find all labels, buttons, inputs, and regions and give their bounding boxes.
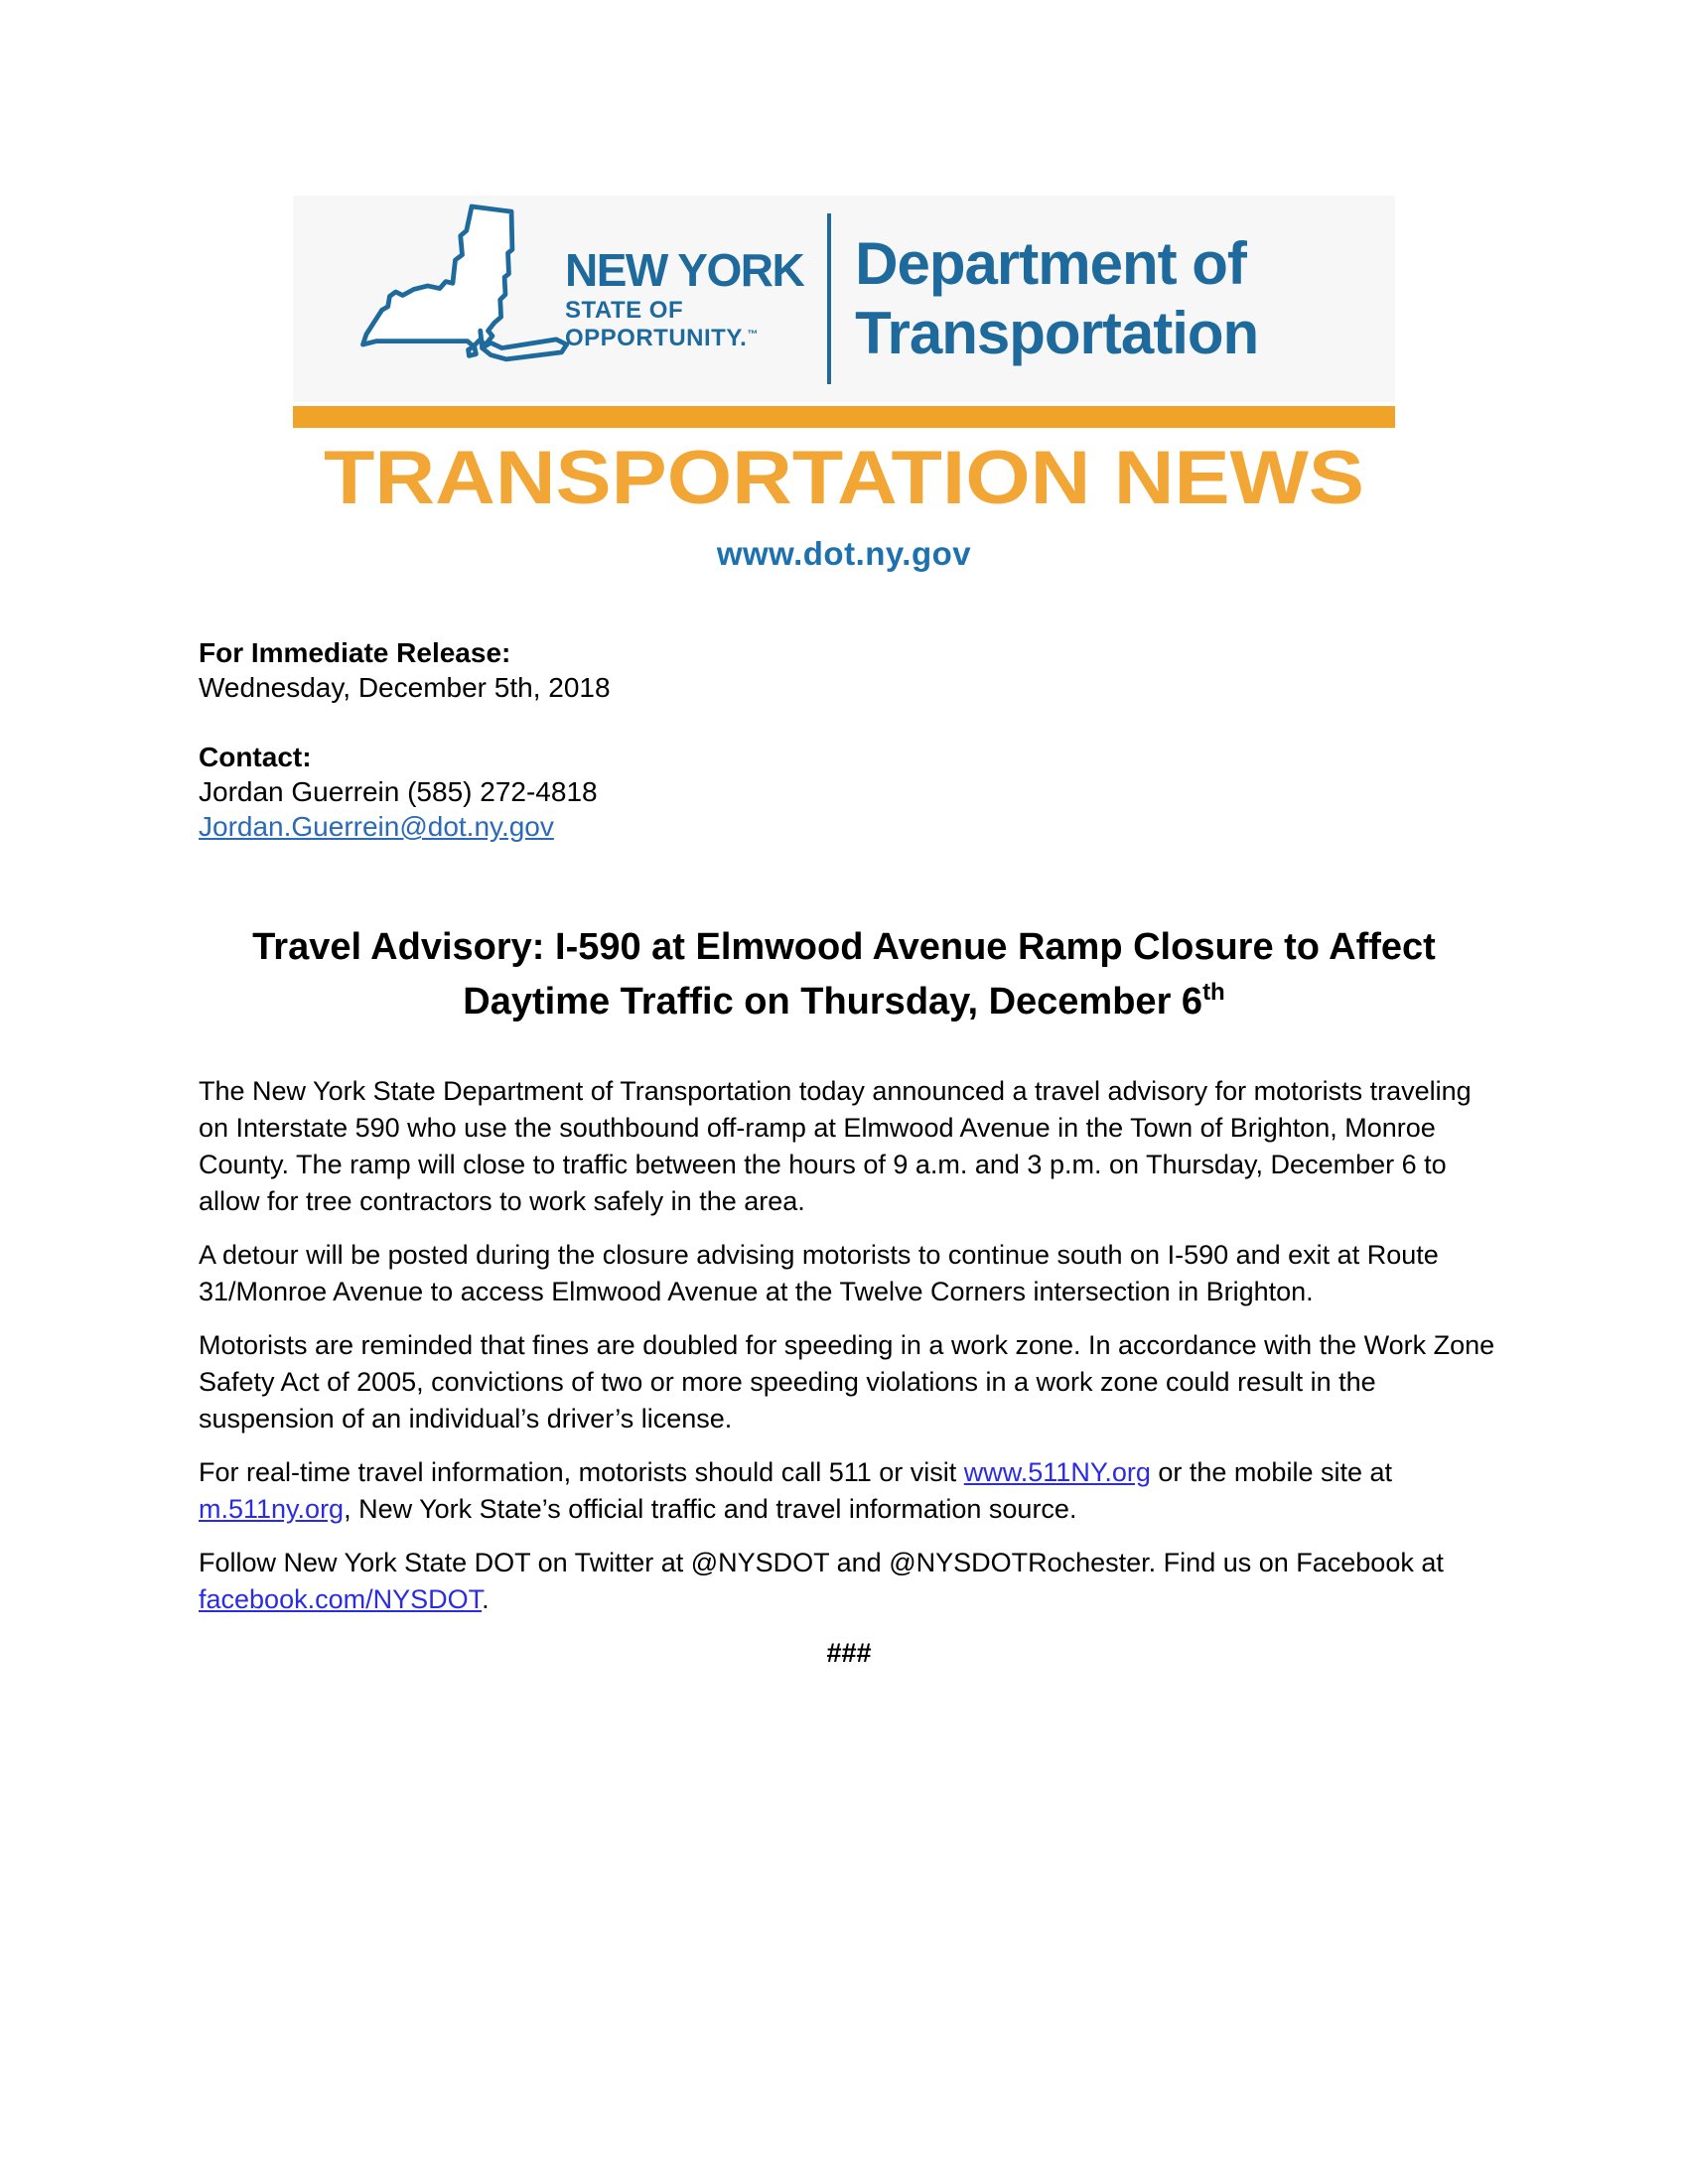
article-title-superscript: th bbox=[1202, 979, 1225, 1006]
paragraph-4-mid: or the mobile site at bbox=[1150, 1457, 1392, 1487]
release-meta bbox=[199, 635, 611, 844]
paragraph-4-post: , New York State’s official traffic and travel information source. bbox=[344, 1494, 1077, 1524]
paragraph-1: The New York State Department of Transportation today announced a travel advisory for motorists traveling on Interstate 590 who use the southbound off-ramp at Elmwood Avenue in the Town of Brighton, Monroe County. The ramp will close to traffic between the hours of 9 a.m. and 3 p.m. on Thursday, December 6 to allow for tree contractors to work safely in the area. bbox=[199, 1076, 1472, 1216]
trademark-symbol: ™ bbox=[747, 329, 759, 341]
wordmark-state-of: STATE OF bbox=[565, 297, 684, 324]
transportation-news-banner bbox=[293, 436, 1395, 519]
article-body bbox=[199, 1073, 1499, 1689]
release-label: For Immediate Release: bbox=[199, 637, 511, 668]
paragraph-5 bbox=[199, 1545, 1499, 1618]
banner-title-text: TRANSPORTATION NEWS bbox=[324, 436, 1364, 519]
paragraph-3: Motorists are reminded that fines are doubled for speeding in a work zone. In accordance with the Work Zone Safety Act of 2005, convictions of two or more speeding violations in a work zone could result in the suspension of an individual’s driver’s license. bbox=[199, 1330, 1495, 1433]
agency-name bbox=[855, 229, 1258, 368]
end-mark: ### bbox=[826, 1638, 872, 1668]
511ny-link[interactable]: www.511NY.org bbox=[963, 1457, 1151, 1487]
article-title-line2: Daytime Traffic on Thursday, December 6 bbox=[463, 981, 1203, 1023]
state-wordmark bbox=[565, 244, 804, 351]
mobile-511ny-link[interactable]: m.511ny.org bbox=[199, 1494, 345, 1524]
ny-state-outline-icon bbox=[335, 200, 583, 398]
paragraph-5-pre: Follow New York State DOT on Twitter at @NYSDOT and @NYSDOTRochester. Find us on Facebook at bbox=[199, 1548, 1444, 1577]
paragraph-4 bbox=[199, 1454, 1499, 1528]
nys-dot-logo bbox=[293, 196, 1395, 402]
contact-email-link[interactable]: Jordan.Guerrein@dot.ny.gov bbox=[199, 811, 554, 842]
masthead-rule-bar bbox=[293, 406, 1395, 428]
agency-line1: Department of bbox=[855, 230, 1246, 297]
release-date: Wednesday, December 5th, 2018 bbox=[199, 672, 611, 703]
wordmark-opportunity-text: OPPORTUNITY. bbox=[565, 325, 748, 351]
wordmark-opportunity bbox=[565, 327, 803, 350]
facebook-link[interactable]: facebook.com/NYSDOT bbox=[199, 1584, 483, 1614]
dot-website-url: www.dot.ny.gov bbox=[716, 535, 972, 572]
article-title bbox=[194, 925, 1494, 1024]
logo-divider bbox=[827, 213, 831, 384]
paragraph-2: A detour will be posted during the closure advising motorists to continue south on I-590 and exit at Route 31/Monroe Avenue to access Elmwood Avenue at the Twelve Corners intersection in Brighton. bbox=[199, 1240, 1439, 1306]
paragraph-5-post: . bbox=[482, 1584, 490, 1614]
agency-line2: Transportation bbox=[855, 300, 1259, 366]
paragraph-4-pre: For real-time travel information, motorists should call 511 or visit bbox=[199, 1457, 964, 1487]
article-title-line1: Travel Advisory: I-590 at Elmwood Avenue Ramp Closure to Affect bbox=[252, 926, 1436, 968]
wordmark-new-york: NEW YORK bbox=[565, 244, 804, 296]
masthead bbox=[293, 196, 1395, 573]
contact-name-phone: Jordan Guerrein (585) 272-4818 bbox=[199, 776, 598, 807]
contact-label: Contact: bbox=[199, 742, 312, 772]
